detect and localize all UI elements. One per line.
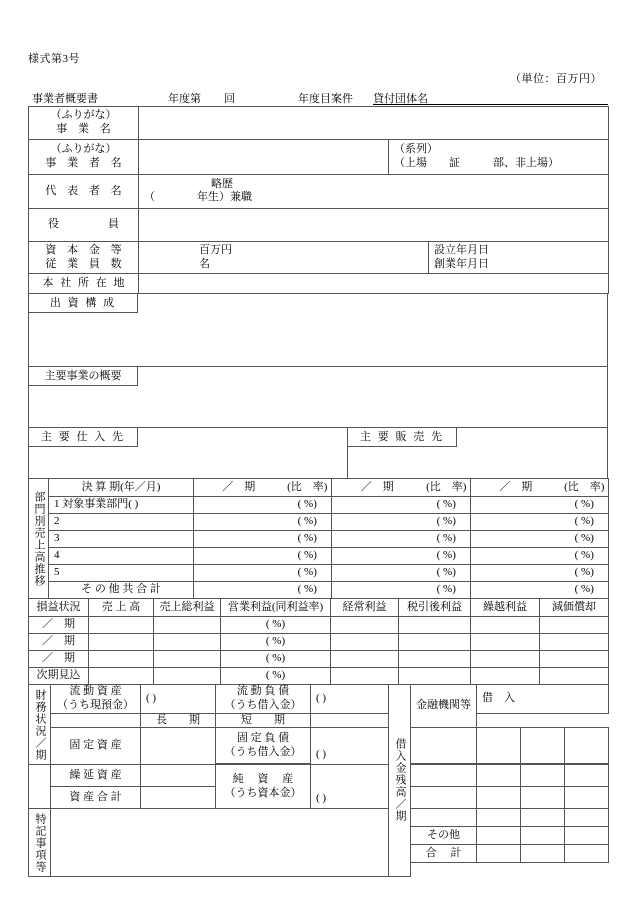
borrow-filler-2: [477, 863, 521, 877]
current-liabilities-label: 流 動 負 債: [236, 685, 290, 697]
borrow-filler-3: [521, 863, 565, 877]
division-row-5-value-2[interactable]: [332, 565, 423, 582]
division-sales-vertical-label-cell: [29, 479, 49, 599]
unit-note: （単位：百万円）: [510, 73, 602, 85]
profit-loss-row-1-net[interactable]: [399, 617, 471, 634]
division-row-1-value-1[interactable]: [194, 497, 284, 514]
net-assets-label-cell: [216, 765, 311, 809]
profit-loss-row-1-depreciation[interactable]: [540, 617, 609, 634]
customers-label: 主 要 販 売 先: [347, 427, 457, 447]
table-row: [29, 685, 609, 714]
division-row-total-pct-1[interactable]: ( %): [284, 582, 332, 599]
profit-loss-row-3-carryover[interactable]: [471, 651, 540, 668]
identity-section: [28, 106, 608, 877]
division-row-2-value-1[interactable]: [194, 514, 284, 531]
borrow-row-5-short[interactable]: [565, 809, 609, 827]
financial-vertical-label-cell: [29, 685, 51, 765]
profit-loss-header-status: 損益状況: [29, 599, 89, 617]
borrow-filler-1: [411, 863, 477, 877]
borrow-row-1-long[interactable]: [521, 728, 565, 764]
division-row-5-pct-2[interactable]: ( %): [423, 565, 471, 582]
business-overview-label: 主要事業の概要: [28, 366, 138, 386]
identity-table: [28, 106, 609, 242]
table-row: [29, 107, 609, 140]
suppliers-customers-block: [28, 427, 608, 479]
fiscal-year-label: 年度第: [168, 93, 201, 105]
borrow-row-4-short[interactable]: [565, 787, 609, 809]
profit-loss-row-3-ord[interactable]: [331, 651, 399, 668]
remarks-vertical-label: 特記事項等: [34, 812, 46, 873]
division-row-3-pct-2[interactable]: ( %): [423, 531, 471, 548]
table-row: [29, 531, 609, 548]
table-row: [29, 599, 609, 617]
long-term-header: 長 期: [141, 713, 216, 728]
table-row: [29, 514, 609, 531]
loan-spacer-cell: [51, 713, 141, 728]
division-sales-table: [28, 478, 609, 599]
officers-input[interactable]: [139, 209, 609, 242]
net-assets-value[interactable]: ( ): [311, 765, 389, 809]
table-row: [29, 728, 609, 764]
capital-unit-label: 百万円: [199, 244, 232, 256]
division-row-1-label: 1 対象事業部門( ): [49, 497, 194, 514]
division-row-4-pct-2[interactable]: ( %): [423, 548, 471, 565]
division-row-3-pct-1[interactable]: ( %): [284, 531, 332, 548]
table-row: [29, 175, 609, 209]
division-row-1-value-2[interactable]: [332, 497, 423, 514]
period-1-ratio: (比 率): [284, 479, 332, 497]
division-row-3-pct-3[interactable]: ( %): [561, 531, 609, 548]
division-row-total-value-3[interactable]: [471, 582, 561, 599]
division-row-3-value-2[interactable]: [332, 531, 423, 548]
division-row-2-pct-3[interactable]: ( %): [561, 514, 609, 531]
fixed-liabilities-sub: （うち借入金）: [224, 745, 302, 758]
period-3-ratio: (比 率): [561, 479, 609, 497]
division-row-1-value-3[interactable]: [471, 497, 561, 514]
case-label: 年度目案件: [298, 93, 353, 105]
borrow-row-1-loan[interactable]: [477, 728, 521, 764]
division-row-total-label: そ の 他 共 合 計: [49, 582, 194, 599]
furigana-label: （ふりがな）: [50, 109, 117, 122]
division-row-4-value-2[interactable]: [332, 548, 423, 565]
profit-loss-row-3-label: ／ 期: [29, 651, 89, 668]
division-row-2-value-3[interactable]: [471, 514, 561, 531]
profit-loss-table: [28, 598, 609, 685]
profit-loss-row-1-sales[interactable]: [89, 617, 154, 634]
profit-loss-row-4-sales[interactable]: [89, 668, 154, 685]
officers-label: 役 員: [48, 218, 123, 231]
profit-loss-header-gross-profit: 売上総利益: [154, 599, 221, 617]
borrow-row-5-institution[interactable]: [411, 809, 477, 827]
profit-loss-row-3-sales[interactable]: [89, 651, 154, 668]
fixed-assets-value[interactable]: [141, 728, 216, 765]
remarks-input-area[interactable]: [51, 809, 389, 877]
career-label: 略歴: [211, 178, 233, 190]
profit-loss-row-2-sales[interactable]: [89, 634, 154, 651]
profit-loss-row-2-label: ／ 期: [29, 634, 89, 651]
division-row-4-value-3[interactable]: [471, 548, 561, 565]
division-row-5-value-3[interactable]: [471, 565, 561, 582]
suppliers-label: 主 要 仕 入 先: [28, 427, 138, 447]
fixed-assets-label: 固 定 資 産: [51, 728, 141, 765]
profit-loss-row-4-op[interactable]: ( %): [221, 668, 331, 685]
capital-label-cell: [29, 242, 139, 274]
borrow-row-5-long[interactable]: [521, 809, 565, 827]
capital-value-cell[interactable]: [139, 242, 429, 274]
borrow-total-short[interactable]: [565, 845, 609, 863]
division-row-1-pct-2[interactable]: ( %): [423, 497, 471, 514]
business-name-input[interactable]: [139, 107, 609, 140]
profit-loss-header-ord-profit: 経常利益: [331, 599, 399, 617]
capital-structure-label: 出 資 構 成: [28, 293, 138, 313]
total-assets-label: 資 産 合 計: [51, 787, 141, 809]
division-row-1-pct-1[interactable]: ( %): [284, 497, 332, 514]
profit-loss-header-depreciation: 減価償却: [540, 599, 609, 617]
profit-loss-row-2-ord[interactable]: [331, 634, 399, 651]
borrow-row-3-long[interactable]: [521, 765, 565, 787]
profit-loss-row-2-op[interactable]: ( %): [221, 634, 331, 651]
financial-vertical-label: 財務状況／期: [34, 688, 46, 761]
division-row-5-pct-1[interactable]: ( %): [284, 565, 332, 582]
table-row: [29, 809, 609, 827]
profit-loss-row-4-ord[interactable]: [331, 668, 399, 685]
borrow-filler-4: [565, 863, 609, 877]
employees-label: 従 業 員 数: [45, 257, 126, 270]
profit-loss-row-4-label: 次期見込: [29, 668, 89, 685]
borrow-row-3-institution[interactable]: [411, 765, 477, 787]
profit-loss-row-1-carryover[interactable]: [471, 617, 540, 634]
profit-loss-row-1-label: ／ 期: [29, 617, 89, 634]
table-row: [29, 274, 609, 294]
division-row-2-pct-2[interactable]: ( %): [423, 514, 471, 531]
lender-input-line[interactable]: [373, 104, 608, 105]
borrow-row-1-short[interactable]: [565, 728, 609, 764]
profit-loss-row-4-net[interactable]: [399, 668, 471, 685]
division-row-4-value-1[interactable]: [194, 548, 284, 565]
head-office-label-cell: [29, 274, 139, 294]
birth-label: 年生）兼職: [197, 191, 252, 203]
profit-loss-row-1-gross[interactable]: [154, 617, 221, 634]
dates-cell[interactable]: [429, 242, 609, 274]
table-row: [29, 765, 609, 787]
short-term-header: 短 期: [216, 713, 311, 728]
profit-loss-row-3-depreciation[interactable]: [540, 651, 609, 668]
profit-loss-row-2-carryover[interactable]: [471, 634, 540, 651]
table-row: [29, 651, 609, 668]
current-assets-label-cell: [51, 685, 141, 714]
borrow-row-1-institution[interactable]: [411, 728, 477, 764]
division-row-total-pct-2[interactable]: ( %): [423, 582, 471, 599]
borrow-total-label: 合 計: [411, 845, 477, 863]
division-row-4-pct-3[interactable]: ( %): [561, 548, 609, 565]
table-row: [29, 565, 609, 582]
division-row-3-value-1[interactable]: [194, 531, 284, 548]
table-row: [29, 617, 609, 634]
net-assets-label: 純 資 産: [232, 773, 294, 785]
profit-loss-header-net-profit: 税引後利益: [399, 599, 471, 617]
division-row-5-pct-3[interactable]: ( %): [561, 565, 609, 582]
financial-borrowings-table: [28, 684, 609, 877]
profit-loss-row-3-net[interactable]: [399, 651, 471, 668]
furigana2-label: （ふりがな）: [50, 143, 117, 156]
division-row-total-value-2[interactable]: [332, 582, 423, 599]
table-row: [29, 668, 609, 685]
division-row-3-value-3[interactable]: [471, 531, 561, 548]
current-assets-label: 流 動 資 産: [69, 685, 122, 697]
fixed-liabilities-label-cell: [216, 728, 311, 764]
current-assets-value[interactable]: ( ): [141, 685, 216, 714]
division-row-2-pct-1[interactable]: ( %): [284, 514, 332, 531]
founded-label: 創業年月日: [434, 257, 489, 270]
officers-label-cell: [29, 209, 139, 242]
borrow-row-4-institution[interactable]: [411, 787, 477, 809]
operator-name-label-cell: [29, 140, 139, 175]
division-row-2-label: 2: [49, 514, 194, 531]
current-liabilities-value[interactable]: ( ): [311, 685, 389, 714]
current-liabilities-sub: （うち借入金）: [224, 698, 302, 711]
division-sales-vertical-label: 部門別売上高推移: [33, 490, 45, 587]
table-row: [29, 209, 609, 242]
page-title: 事業者概要書: [32, 93, 98, 105]
profit-loss-row-2-gross[interactable]: [154, 634, 221, 651]
division-row-2-value-2[interactable]: [332, 514, 423, 531]
loan-header: 借 入: [477, 685, 609, 714]
division-row-total-pct-3[interactable]: ( %): [561, 582, 609, 599]
financial-vertical-label-cell-2: [29, 765, 51, 809]
profit-loss-row-1-ord[interactable]: [331, 617, 399, 634]
head-office-input[interactable]: [139, 274, 609, 294]
division-row-4-pct-1[interactable]: ( %): [284, 548, 332, 565]
division-row-5-label: 5: [49, 565, 194, 582]
employees-unit-label: 名: [199, 258, 210, 270]
period-2-slash: ／ 期: [332, 479, 423, 497]
period-1-slash: ／ 期: [194, 479, 284, 497]
business-name-label: 事 業 名: [56, 123, 115, 135]
business-name-label-cell: [29, 107, 139, 140]
deferred-assets-label: 繰 延 資 産: [51, 765, 141, 787]
paren-label: （: [144, 191, 155, 203]
division-row-1-pct-3[interactable]: ( %): [561, 497, 609, 514]
capital-label: 資 本 金 等: [45, 243, 126, 256]
business-overview-block: [28, 366, 608, 428]
affiliation-cell[interactable]: [389, 140, 609, 175]
table-row: [29, 582, 609, 599]
affiliation-label: （系列）: [394, 143, 438, 156]
profit-loss-row-2-depreciation[interactable]: [540, 634, 609, 651]
profit-loss-row-4-gross[interactable]: [154, 668, 221, 685]
borrowings-vertical-label-cell: [389, 685, 411, 877]
capital-structure-block: [28, 293, 608, 367]
period-2-ratio: (比 率): [423, 479, 471, 497]
representative-label-cell: [29, 175, 139, 209]
borrow-row-3-short[interactable]: [565, 765, 609, 787]
times-label: 回: [224, 93, 235, 105]
division-row-4-label: 4: [49, 548, 194, 565]
division-sales-period-header: 決 算 期(年／月): [49, 479, 194, 497]
table-row: [29, 242, 609, 274]
representative-label: 代 表 者 名: [45, 184, 126, 197]
borrow-row-3-loan[interactable]: [477, 765, 521, 787]
operator-name-input[interactable]: [139, 140, 389, 175]
profit-loss-row-4-carryover[interactable]: [471, 668, 540, 685]
borrow-row-4-loan[interactable]: [477, 787, 521, 809]
borrow-other-short[interactable]: [565, 827, 609, 845]
borrow-total-loan[interactable]: [477, 845, 521, 863]
table-row: [29, 479, 609, 497]
division-row-3-label: 3: [49, 531, 194, 548]
fixed-liabilities-value[interactable]: ( ): [311, 728, 389, 765]
table-row: [29, 497, 609, 514]
institution-header: 金融機関等: [411, 685, 477, 728]
profit-loss-header-op-profit: 営業利益(同利益率): [221, 599, 331, 617]
table-row: [29, 634, 609, 651]
division-row-5-value-1[interactable]: [194, 565, 284, 582]
operator-name-label: 事 業 者 名: [45, 157, 126, 169]
borrow-row-5-loan[interactable]: [477, 809, 521, 827]
fixed-liabilities-label: 固 定 負 債: [236, 731, 290, 744]
borrow-other-label: その他: [411, 827, 477, 845]
current-liabilities-label-cell: [216, 685, 311, 714]
profit-loss-row-3-gross[interactable]: [154, 651, 221, 668]
borrow-row-4-long[interactable]: [521, 787, 565, 809]
profit-loss-header-carryover: 繰越利益: [471, 599, 540, 617]
representative-input[interactable]: [139, 175, 609, 209]
borrowings-vertical-label: 借入金残高／期: [394, 738, 406, 823]
borrow-other-loan[interactable]: [477, 827, 521, 845]
form-number: 様式第3号: [28, 53, 80, 65]
profit-loss-row-2-net[interactable]: [399, 634, 471, 651]
profit-loss-header-sales: 売 上 高: [89, 599, 154, 617]
profit-loss-row-4-depreciation[interactable]: [540, 668, 609, 685]
profit-loss-row-1-op[interactable]: ( %): [221, 617, 331, 634]
listing-label: （上場 証 部、非上場）: [394, 157, 559, 169]
net-assets-sub: （うち資本金）: [224, 786, 302, 799]
total-assets-value[interactable]: [141, 787, 216, 809]
capital-table: [28, 241, 609, 294]
current-assets-sub: （うち現預金）: [57, 698, 134, 711]
table-row: [29, 713, 609, 728]
division-row-total-value-1[interactable]: [194, 582, 284, 599]
title-row: [28, 90, 608, 106]
table-row: [29, 548, 609, 565]
borrow-total-long[interactable]: [521, 845, 565, 863]
head-office-label: 本 社 所 在 地: [42, 276, 127, 289]
established-label: 設立年月日: [434, 243, 489, 256]
period-3-slash: ／ 期: [471, 479, 561, 497]
table-row: [29, 140, 609, 175]
remarks-vertical-label-cell: [29, 809, 51, 877]
deferred-assets-value[interactable]: [141, 765, 216, 787]
profit-loss-row-3-op[interactable]: ( %): [221, 651, 331, 668]
lender-label: 貸付団体名: [373, 93, 428, 105]
borrow-other-long[interactable]: [521, 827, 565, 845]
